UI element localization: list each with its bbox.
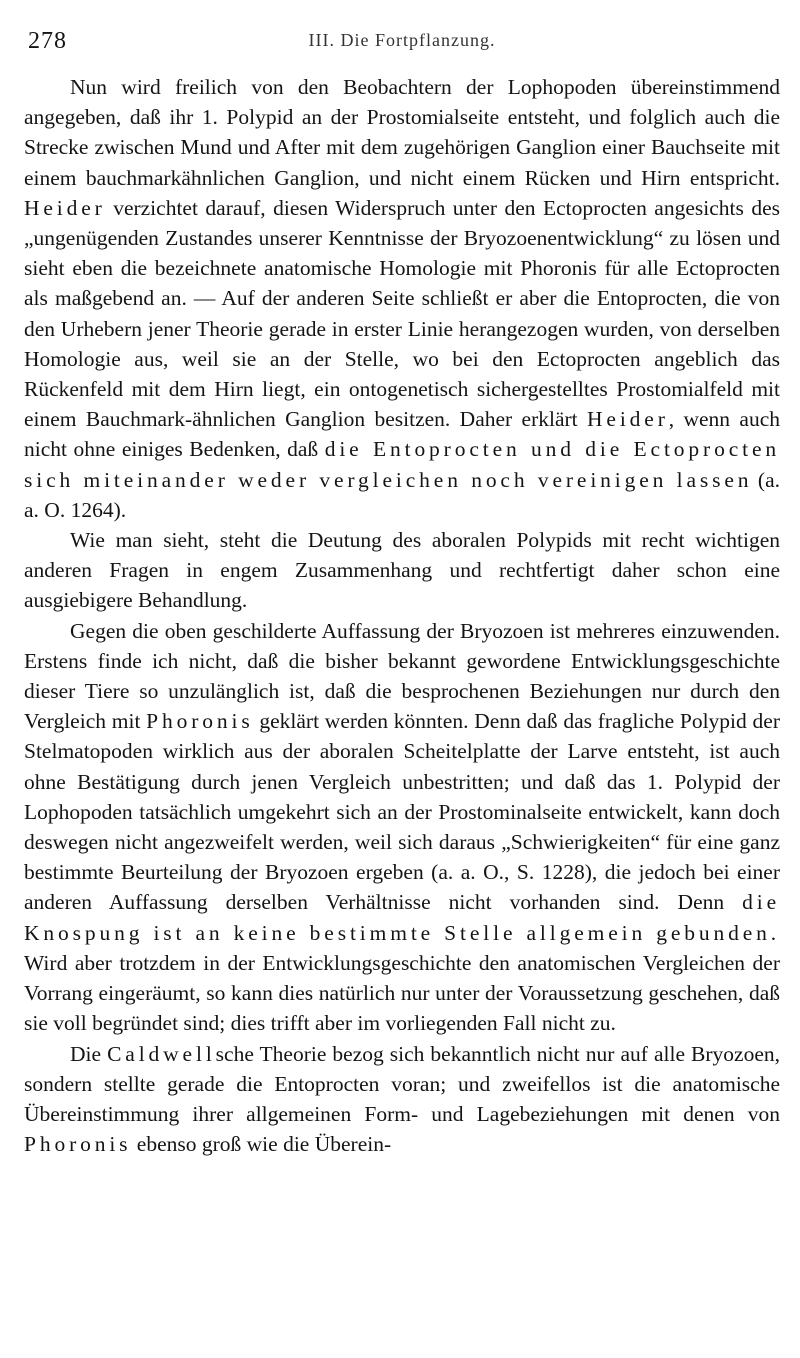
author-name-heider: Heider [24,195,106,220]
paragraph-1 [24,72,780,525]
genus-name-phoronis: Phoronis [146,709,254,734]
body-text [24,72,780,1159]
text-run: , wenn auch nicht ohne einiges Bedenken, daß [24,407,781,462]
running-head: III. Die Fortpflanzung. [308,30,496,50]
text-run: (a. a. O. 1264). [24,467,781,522]
text-run: sche Theorie bezog sich bekanntlich nicht nur auf alle Bryozoen, sondern stellte gerade die Entoprocten voran; und zweifellos ist die anatomische Übereinstimmung ihrer allgemeinen Form- und Lagebeziehungen mit denen von [24,1041,780,1126]
text-run: ebenso groß wie die Überein- [131,1132,392,1157]
spaced-emphasis: die Entoprocten und die Ectoprocten sich miteinander weder vergleichen noch vereinigen lassen [24,437,780,492]
spaced-emphasis: die Knospung ist an keine bestimmte Stelle allgemein gebunden. [24,890,780,945]
paragraph-3 [24,616,780,1039]
paragraph-2 [24,525,780,616]
author-name-caldwell: Caldwell [107,1041,216,1066]
book-page [24,22,780,1342]
page-header [24,22,780,58]
genus-name-phoronis: Phoronis [24,1132,132,1157]
text-run: Wird aber trotzdem in der Entwicklungsgeschichte den anatomischen Vergleichen der Vorrang eingeräumt, so kann dies natürlich nur unter der Voraussetzung geschehen, daß sie voll begründet sind; dies trifft aber im vorliegenden Fall nicht zu. [24,950,780,1036]
paragraph-4 [24,1039,780,1160]
text-run: Die [70,1041,108,1066]
text-run: Nun wird freilich von den Beobachtern der Lophopoden übereinstimmend angegeben, daß ihr 1. Polypid an der Prostomialseite entsteht, und folglich auch die Strecke zwischen Mund und After mit dem zugehörigen Ganglion einer Bauchseite mit einem bauchmarkähnlichen Ganglion, und nicht einem Rücken und Hirn entspricht. [24,75,780,190]
text-run: Gegen die oben geschilderte Auffassung der Bryozoen ist mehreres einzuwenden. Erstens finde ich nicht, daß die bisher bekannt gewordene Entwicklungsgeschichte dieser Tiere so unzulänglich ist, daß die besprochenen Beziehungen nur durch den Vergleich mit [24,618,780,734]
text-run: verzichtet darauf, diesen Widerspruch unter den Ectoprocten angesichts des „ungenügenden Zustandes unserer Kenntnisse der Bryozoenentwicklung“ zu lösen und sieht eben die bezeichnete anatomische Homologie mit Phoronis für alle Ectoprocten als maßgebend an. — Auf der anderen Seite schließt er aber die Entoprocten, die von den Urhebern jener Theorie gerade in erster Linie herangezogen wurden, von derselben Homologie aus, weil sie an der Stelle, wo bei den Ectoprocten angeblich das Rückenfeld mit dem Hirn liegt, ein ontogenetisch sichergestelltes Prostomialfeld mit einem Bauchmark-ähnlichen Ganglion besitzen. Daher erklärt [24,195,780,432]
text-run: Wie man sieht, steht die Deutung des aboralen Polypids mit recht wichtigen anderen Fragen in engem Zusammenhang und rechtfertigt daher schon eine ausgiebigere Behandlung. [24,528,780,613]
author-name-heider: Heider [587,407,669,432]
page-number: 278 [28,28,67,54]
text-run: geklärt werden könnten. Denn daß das fragliche Polypid der Stelmatopoden wirklich aus der aboralen Scheitelplatte der Larve entsteht, ist auch ohne Bestätigung durch jenen Vergleich unbestritten; und daß das 1. Polypid der Lophopoden tatsächlich umgekehrt sich an der Prostominalseite entwickelt, kann doch deswegen nicht angezweifelt werden, weil sich daraus „Schwierigkeiten“ für eine ganz bestimmte Beurteilung der Bryozoen ergeben (a. a. O., S. 1228), die jedoch bei einer anderen Auffassung derselben Verhältnisse nicht vorhanden sind. Denn [24,709,780,915]
